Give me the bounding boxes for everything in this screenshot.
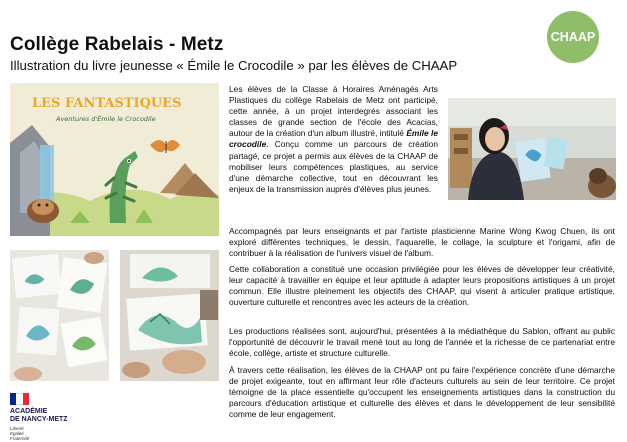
paragraph-collaboration: Cette collaboration a constitué une occasion privilégiée pour les élèves de développer leur créativité, leur capacité à travailler en équipe et leur aptitude à adapter leurs propositions artistiques à un projet commun. Elle illustre pleinement les objectifs des CHAAP, qui visent à articuler pratique artistique, ouverture culturelle et rencontres avec les acteurs de la création. — [229, 264, 615, 308]
academy-name-line2: DE NANCY-METZ — [10, 416, 68, 423]
intro-text-after: . Conçu comme un parcours de création partagé, ce projet a permis aux élèves de la CHAAP de mobiliser leurs compétences plastiques, au service d'une démarche collective, tout en découvrant les enjeux de la transmission auprès d'élèves plus jeunes. — [229, 139, 438, 194]
book-cover-image — [10, 83, 219, 236]
chaap-badge: CHAAP — [547, 11, 599, 63]
academy-logo — [10, 393, 90, 441]
motto-egalite: Égalité — [10, 431, 24, 436]
paragraph-artist: Accompagnés par leurs enseignants et par l'artiste plasticienne Marine Wong Kwog Chuen, ils ont exploré différentes techniques, le dessin, l'aquarelle, le collage, la sculpture et l'origami, afin de contribuer à la réalisation de l'univers visuel de l'album. — [229, 226, 615, 259]
motto-fraternite: Fraternité — [10, 436, 30, 441]
artist-photo — [448, 98, 616, 200]
intro-paragraph — [229, 84, 438, 195]
paragraph-exhibition: Les productions réalisées sont, aujourd'hui, présentées à la médiathèque du Sablon, offrant au public l'opportunité de découvrir le travail mené tout au long de l'année et la richesse de ce partenariat entre école, collège, artiste et structure culturelle. — [229, 326, 615, 359]
cover-subtitle: Aventures d'Émile le Crocodile — [56, 115, 156, 123]
cover-title: LES FANTASTIQUES — [32, 96, 182, 111]
workshop-photo-drawing — [120, 250, 219, 381]
french-flag-icon — [10, 393, 29, 405]
motto-liberte: Liberté — [10, 426, 24, 431]
page-subtitle: Illustration du livre jeunesse « Émile le Crocodile » par les élèves de CHAAP — [10, 58, 458, 73]
page-title: Collège Rabelais - Metz — [10, 34, 224, 55]
workshop-photo-paintings — [10, 250, 109, 381]
paragraph-conclusion: À travers cette réalisation, les élèves de la CHAAP ont pu faire l'expérience concrète d'une démarche de projet exigeante, tout en affirmant leur rôle d'acteurs culturels au sein de leur territoire. Ce projet témoigne de la place essentielle qu'occupent les enseignements artistiques dans la construction du parcours d'éducation artistique et culturelle des élèves et dans le développement de leur sensibilité comme de leur engagement. — [229, 365, 615, 420]
academy-name-line1: ACADÉMIE — [10, 408, 48, 415]
book-title: Émile le crocodile — [229, 128, 438, 150]
intro-text-before: Les élèves de la Classe à Horaires Aménagés Arts Plastiques du collège Rabelais de Metz ont participé, cette année, à un projet interdegrés associant les classes de grande section de l'école des Acacias, autour de la création d'un album illustré, intitulé — [229, 84, 438, 139]
